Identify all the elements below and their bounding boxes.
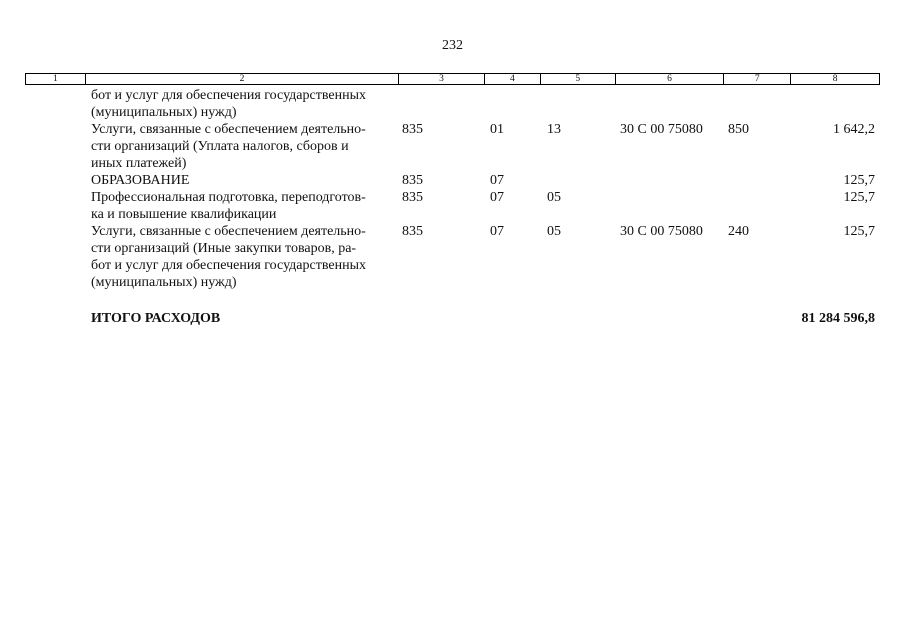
cell-col-3: 835 [402, 122, 423, 137]
description-line: иных платежей) [91, 156, 187, 171]
cell-col-8: 1 642,2 [833, 122, 875, 137]
row-description [91, 189, 391, 223]
description-line: Услуги, связанные с обеспечением деятельно- [91, 224, 366, 239]
description-line: бот и услуг для обеспечения государственных [91, 88, 366, 103]
description-line: Профессиональная подготовка, переподготов- [91, 190, 366, 205]
table-row [25, 87, 880, 121]
description-line: ОБРАЗОВАНИЕ [91, 173, 190, 188]
row-description [91, 172, 391, 189]
cell-col-6: 30 С 00 75080 [620, 122, 703, 137]
description-line: (муниципальных) нужд) [91, 105, 237, 120]
header-col-5: 5 [541, 74, 616, 84]
header-col-8: 8 [832, 74, 838, 84]
row-description [91, 121, 391, 172]
cell-col-3: 835 [402, 224, 423, 239]
description-line: (муниципальных) нужд) [91, 275, 237, 290]
cell-col-7: 850 [728, 122, 749, 137]
cell-col-8: 125,7 [843, 173, 875, 188]
header-col-2: 2 [86, 74, 399, 84]
table-body [25, 87, 880, 327]
row-description [91, 223, 391, 291]
row-spacer [25, 291, 880, 310]
table-row [25, 172, 880, 189]
total-label: ИТОГО РАСХОДОВ [91, 311, 221, 326]
table-row [25, 223, 880, 291]
header-col-6: 6 [616, 74, 725, 84]
cell-col-6: 30 С 00 75080 [620, 224, 703, 239]
cell-col-5: 05 [547, 224, 561, 239]
cell-col-8: 125,7 [843, 190, 875, 205]
description-line: Услуги, связанные с обеспечением деятельно- [91, 122, 366, 137]
cell-col-4: 01 [490, 122, 504, 137]
cell-col-8: 125,7 [843, 224, 875, 239]
header-col-4: 4 [485, 74, 541, 84]
cell-col-4: 07 [490, 190, 504, 205]
cell-col-5: 13 [547, 122, 561, 137]
description-line: сти организаций (Иные закупки товаров, ра- [91, 241, 357, 256]
cell-col-4: 07 [490, 224, 504, 239]
table-header [25, 73, 880, 85]
total-row [25, 310, 880, 327]
description-line: сти организаций (Уплата налогов, сборов и [91, 139, 349, 154]
cell-col-3: 835 [402, 190, 423, 205]
header-col-7: 7 [724, 74, 791, 84]
header-col-1: 1 [26, 74, 86, 84]
total-value: 81 284 596,8 [801, 311, 875, 326]
cell-col-5: 05 [547, 190, 561, 205]
cell-col-4: 07 [490, 173, 504, 188]
description-line: бот и услуг для обеспечения государственных [91, 258, 366, 273]
table-row [25, 189, 880, 223]
header-col-3: 3 [399, 74, 485, 84]
table-row [25, 121, 880, 172]
cell-col-3: 835 [402, 173, 423, 188]
page-number: 232 [442, 38, 463, 53]
cell-col-7: 240 [728, 224, 749, 239]
row-description [91, 87, 391, 121]
description-line: ка и повышение квалификации [91, 207, 277, 222]
